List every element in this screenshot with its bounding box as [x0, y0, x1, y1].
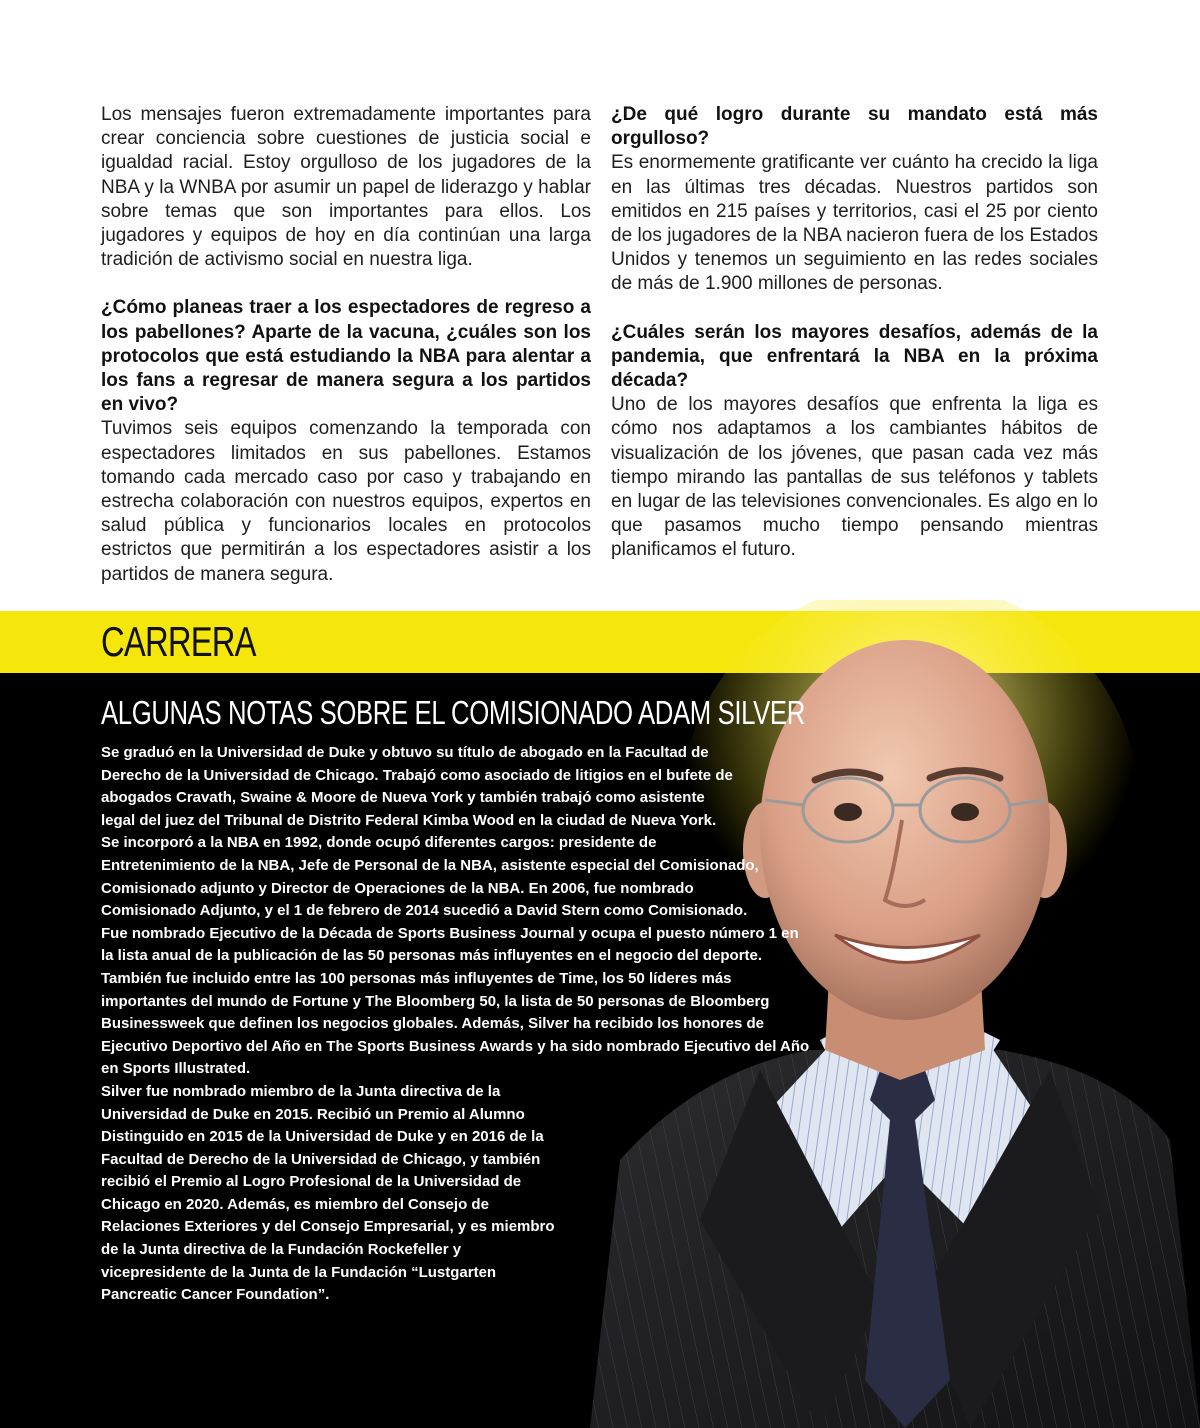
bio-paragraph: Fue nombrado Ejecutivo de la Década de Sports Business Journal y ocupa el puesto número 1 en la lista anual de la publicación de las 50 personas más influyentes en el negocio del deporte. También fue incluido entre las 100 personas más influyentes de Time, los 50 líderes más importantes del mundo de Fortune y The Bloomberg 50, la lista de 50 personas de Bloomberg Businessweek que definen los negocios globales. Además, Silver ha recibido los honores de Ejecutivo Deportivo del Año en The Sports Business Awards y ha sido nombrado Ejecutivo del Año en Sports Illustrated. [101, 924, 810, 1078]
section-subtitle: ALGUNAS NOTAS SOBRE EL COMISIONADO ADAM SILVER [101, 694, 805, 731]
bio-paragraph: Se graduó en la Universidad de Duke y obtuvo su título de abogado en la Facultad de Derecho de la Universidad de Chicago. Trabajó como asociado de litigios en el bufete de abogados Cravath, Swaine & Moore de Nueva York y también trabajó como asistente legal del juez del Tribunal de Distrito Federal Kimba Wood en la ciudad de Nueva York. [101, 744, 733, 829]
bio-paragraph: Se incorporó a la NBA en 1992, donde ocupó diferentes cargos: presidente de Entretenimiento de la NBA, Jefe de Personal de la NBA, asistente especial del Comisionado, Comisionado adjunto y Director de Operaciones de la NBA. En 2006, fue nombrado Comisionado Adjunto, y el 1 de febrero de 2014 sucedió a David Stern como Comisionado. [101, 834, 759, 920]
question-heading: ¿Cómo planeas traer a los espectadores de regreso a los pabellones? Aparte de la vacuna, ¿cuáles son los protocolos que está estudiando la NBA para alentar a los fans a regresar de manera segura a los partidos en vivo? [101, 297, 591, 416]
section-title: CARRERA [101, 618, 256, 665]
answer-paragraph: Tuvimos seis equipos comenzando la temporada con espectadores limitados en sus pabellones. Estamos tomando cada mercado caso por caso y trabajando en estrecha colaboración con nuestros equipos, expertos en salud pública y funcionarios locales en protocolos estrictos que permitirán a los espectadores asistir a los partidos de manera segura. [101, 418, 591, 585]
bio-paragraph: Silver fue nombrado miembro de la Junta directiva de la Universidad de Duke en 2015. Recibió un Premio al Alumno Distinguido en 2015 de la Universidad de Duke y en 2016 de la Facultad de Derecho de la Universidad de Chicago, y también recibió el Premio al Logro Profesional de la Universidad de Chicago en 2020. Además, es miembro del Consejo de Relaciones Exteriores y del Consejo Empresarial, y es miembro de la Junta directiva de la Fundación Rockefeller y vicepresidente de la Junta de la Fundación “Lustgarten Pancreatic Cancer Foundation”. [101, 1082, 555, 1304]
answer-paragraph: Los mensajes fueron extremadamente importantes para crear conciencia sobre cuestiones de justicia social e igualdad racial. Estoy orgulloso de los jugadores de la NBA y la WNBA por asumir un papel de liderazgo y hablar sobre temas que son importantes para ellos. Los jugadores y equipos de hoy en día continúan una larga tradición de activismo social en nuestra liga. [101, 104, 591, 271]
answer-paragraph: Es enormemente gratificante ver cuánto ha crecido la liga en las últimas tres décadas. Nuestros partidos son emitidos en 215 países y territorios, casi el 25 por ciento de los jugadores de la NBA nacieron fuera de los Estados Unidos y tenemos un seguimiento en las redes sociales de más de 1.900 millones de personas. [611, 152, 1098, 295]
bio-text [101, 742, 811, 1307]
question-heading: ¿Cuáles serán los mayores desafíos, además de la pandemia, que enfrentará la NBA en la próxima década? [611, 321, 1098, 392]
interview-column-right [611, 103, 1098, 563]
answer-paragraph: Uno de los mayores desafíos que enfrenta la liga es cómo nos adaptamos a los cambiantes hábitos de visualización de los jóvenes, que pasan cada vez más tiempo mirando las pantallas de sus teléfonos y tablets en lugar de las televisiones convencionales. Es algo en lo que pasamos mucho tiempo pensando mientras planificamos el futuro. [611, 394, 1098, 561]
interview-column-left [101, 103, 591, 587]
question-heading: ¿De qué logro durante su mandato está más orgulloso? [611, 104, 1098, 150]
